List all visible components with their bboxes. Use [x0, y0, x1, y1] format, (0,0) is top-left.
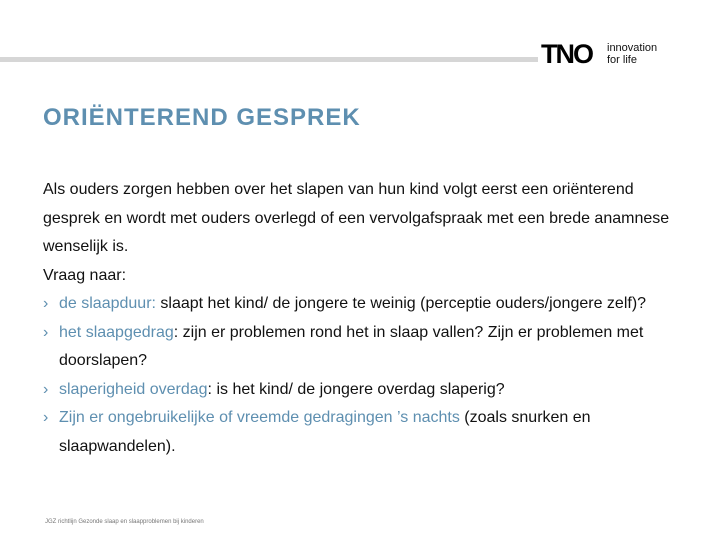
- slide-body: [43, 176, 683, 461]
- bullet-item: [43, 290, 683, 319]
- bullet-item: [43, 376, 683, 405]
- bullet-highlight: het slaapgedrag: [59, 323, 174, 341]
- bullet-text: slaapt het kind/ de jongere te weinig (perceptie ouders/jongere zelf)?: [155, 295, 647, 312]
- page-title: ORIËNTEREND GESPREK: [43, 104, 361, 131]
- bullet-highlight: slaperigheid overdag: [59, 380, 208, 398]
- bullet-item: [43, 404, 683, 461]
- chevron-right-icon: ›: [43, 295, 49, 312]
- footer-text: JGZ richtlijn Gezonde slaap en slaapproblemen bij kinderen: [45, 519, 204, 525]
- chevron-right-icon: ›: [43, 380, 49, 398]
- header-rule: [0, 57, 538, 62]
- logo-tagline: [607, 42, 657, 66]
- lead-text: Vraag naar:: [43, 266, 127, 284]
- logo-tagline-line-1: innovation: [607, 42, 658, 54]
- tno-logo: [541, 40, 681, 68]
- logo-tagline-line-2: for life: [607, 54, 637, 66]
- chevron-right-icon: ›: [43, 323, 49, 341]
- bullet-highlight: Zijn er ongebruikelijke of vreemde gedragingen ’s nachts: [59, 409, 460, 426]
- bullet-text: : zijn er problemen rond het in slaap vallen? Zijn er problemen met doorslapen?: [59, 323, 644, 369]
- bullet-highlight: de slaapduur:: [59, 295, 156, 312]
- bullet-text: (zoals snurken en slaapwandelen).: [59, 409, 591, 455]
- chevron-right-icon: ›: [43, 409, 49, 426]
- bullet-list: [43, 290, 683, 461]
- bullet-text: : is het kind/ de jongere overdag slaperig?: [207, 380, 505, 398]
- bullet-item: [43, 319, 683, 376]
- intro-paragraph: Als ouders zorgen hebben over het slapen van hun kind volgt eerst een oriënterend gesprek en wordt met ouders overlegd of een vervolgafspraak met een brede anamnese wenselijk is.: [43, 181, 670, 255]
- logo-mark: TNO: [541, 39, 592, 69]
